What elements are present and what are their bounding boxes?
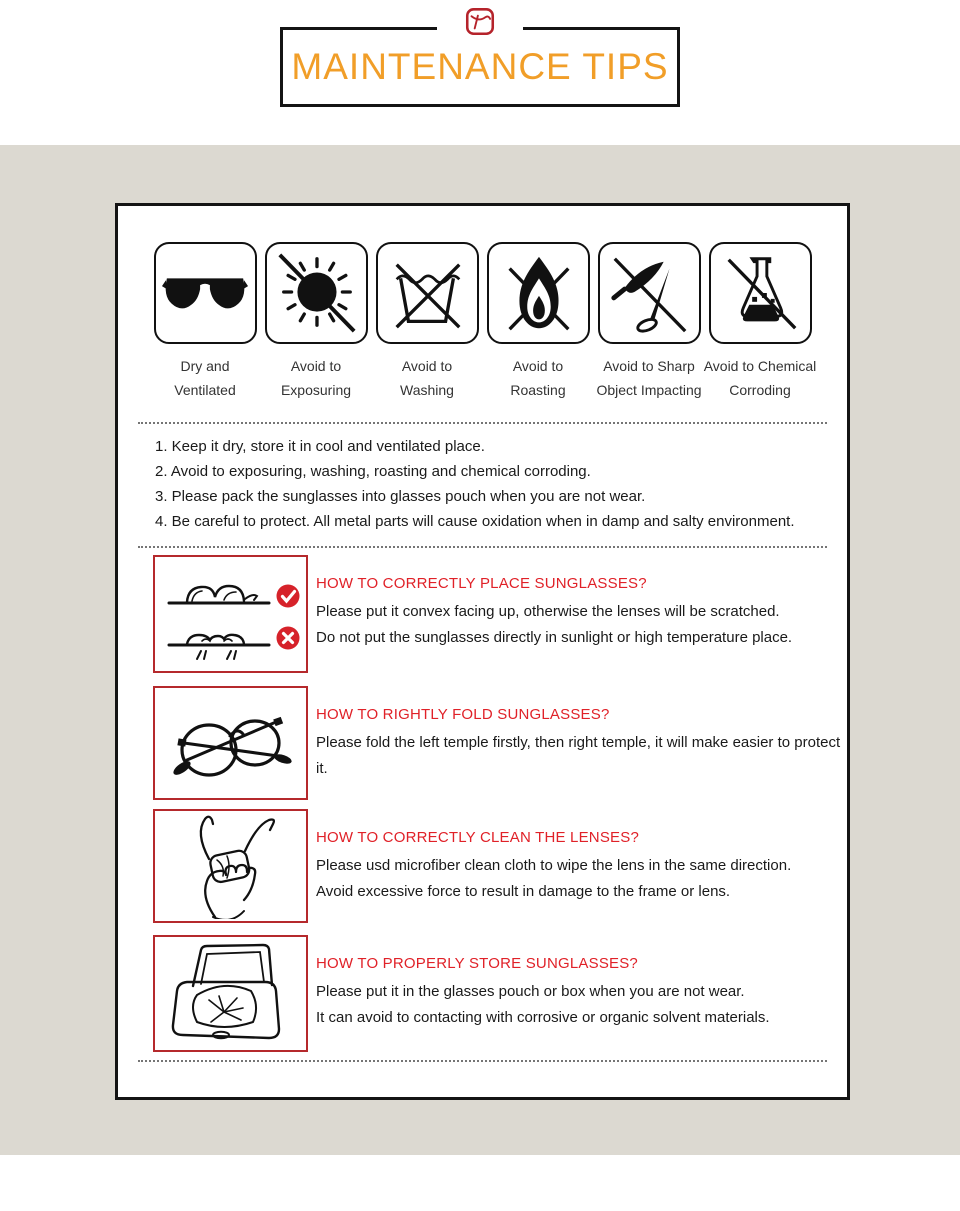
no-fire-icon: [487, 242, 590, 344]
sunglasses-icon: [154, 242, 257, 344]
care-item-washing: [376, 242, 479, 398]
footer-band: [0, 1155, 960, 1211]
care-item-dry: [154, 242, 257, 398]
brand-glasses-logo-icon: [437, 4, 523, 42]
section-place-sunglasses: [118, 555, 847, 673]
care-item-chemical: [703, 242, 817, 398]
section-line: Please fold the left temple firstly, then right temple, it will make easier to protect it.: [316, 734, 841, 777]
tips-list: [155, 434, 847, 534]
content-band: [0, 145, 960, 1155]
section-clean-lenses: [118, 809, 847, 923]
care-label: Dry and Ventilated: [174, 358, 236, 398]
header-band: [0, 0, 960, 145]
section-heading: HOW TO PROPERLY STORE SUNGLASSES?: [316, 955, 638, 972]
care-icons-row: [118, 242, 847, 398]
section-text: [308, 555, 792, 673]
care-label: Avoid to Exposuring: [280, 358, 352, 398]
section-heading: HOW TO CORRECTLY CLEAN THE LENSES?: [316, 829, 639, 846]
no-sun-exposure-icon: [265, 242, 368, 344]
care-label: Avoid to Chemical Corroding: [703, 358, 817, 398]
fold-sunglasses-illustration: [153, 686, 308, 800]
page-title: MAINTENANCE TIPS: [291, 46, 669, 87]
section-heading: HOW TO RIGHTLY FOLD SUNGLASSES?: [316, 706, 610, 723]
clean-lenses-illustration: [153, 809, 308, 923]
section-text: [308, 935, 770, 1052]
section-text: [308, 809, 791, 923]
care-item-sharp-objects: [598, 242, 701, 398]
section-heading: HOW TO CORRECTLY PLACE SUNGLASSES?: [316, 575, 647, 592]
care-label: Avoid to Washing: [400, 358, 454, 398]
no-sharp-objects-icon: [598, 242, 701, 344]
section-line: Avoid excessive force to result in damage to the frame or lens.: [316, 883, 731, 900]
section-line: Please usd microfiber clean cloth to wipe the lens in the same direction.: [316, 857, 792, 874]
no-chemicals-icon: [709, 242, 812, 344]
section-fold-sunglasses: [118, 686, 847, 800]
dotted-divider: [138, 546, 827, 548]
care-label: Avoid to Roasting: [510, 358, 566, 398]
tip-item: 4. Be careful to protect. All metal parts will cause oxidation when in damp and salty environment.: [155, 513, 795, 530]
place-sunglasses-illustration: [153, 555, 308, 673]
no-washing-icon: [376, 242, 479, 344]
section-text: [308, 686, 847, 800]
tip-item: 1. Keep it dry, store it in cool and ventilated place.: [155, 438, 485, 455]
section-line: Please put it in the glasses pouch or box when you are not wear.: [316, 983, 745, 1000]
tip-item: 3. Please pack the sunglasses into glasses pouch when you are not wear.: [155, 488, 646, 505]
section-store-sunglasses: [118, 935, 847, 1052]
care-item-exposure: [265, 242, 368, 398]
care-label: Avoid to Sharp Object Impacting: [596, 358, 702, 398]
care-instructions-card: [115, 203, 850, 1100]
dotted-divider: [138, 1060, 827, 1062]
section-line: It can avoid to contacting with corrosive or organic solvent materials.: [316, 1009, 770, 1026]
tip-item: 2. Avoid to exposuring, washing, roasting and chemical corroding.: [155, 463, 591, 480]
dotted-divider: [138, 422, 827, 424]
section-line: Please put it convex facing up, otherwise the lenses will be scratched.: [316, 603, 780, 620]
store-sunglasses-illustration: [153, 935, 308, 1052]
care-item-roasting: [487, 242, 590, 398]
section-line: Do not put the sunglasses directly in sunlight or high temperature place.: [316, 629, 793, 646]
